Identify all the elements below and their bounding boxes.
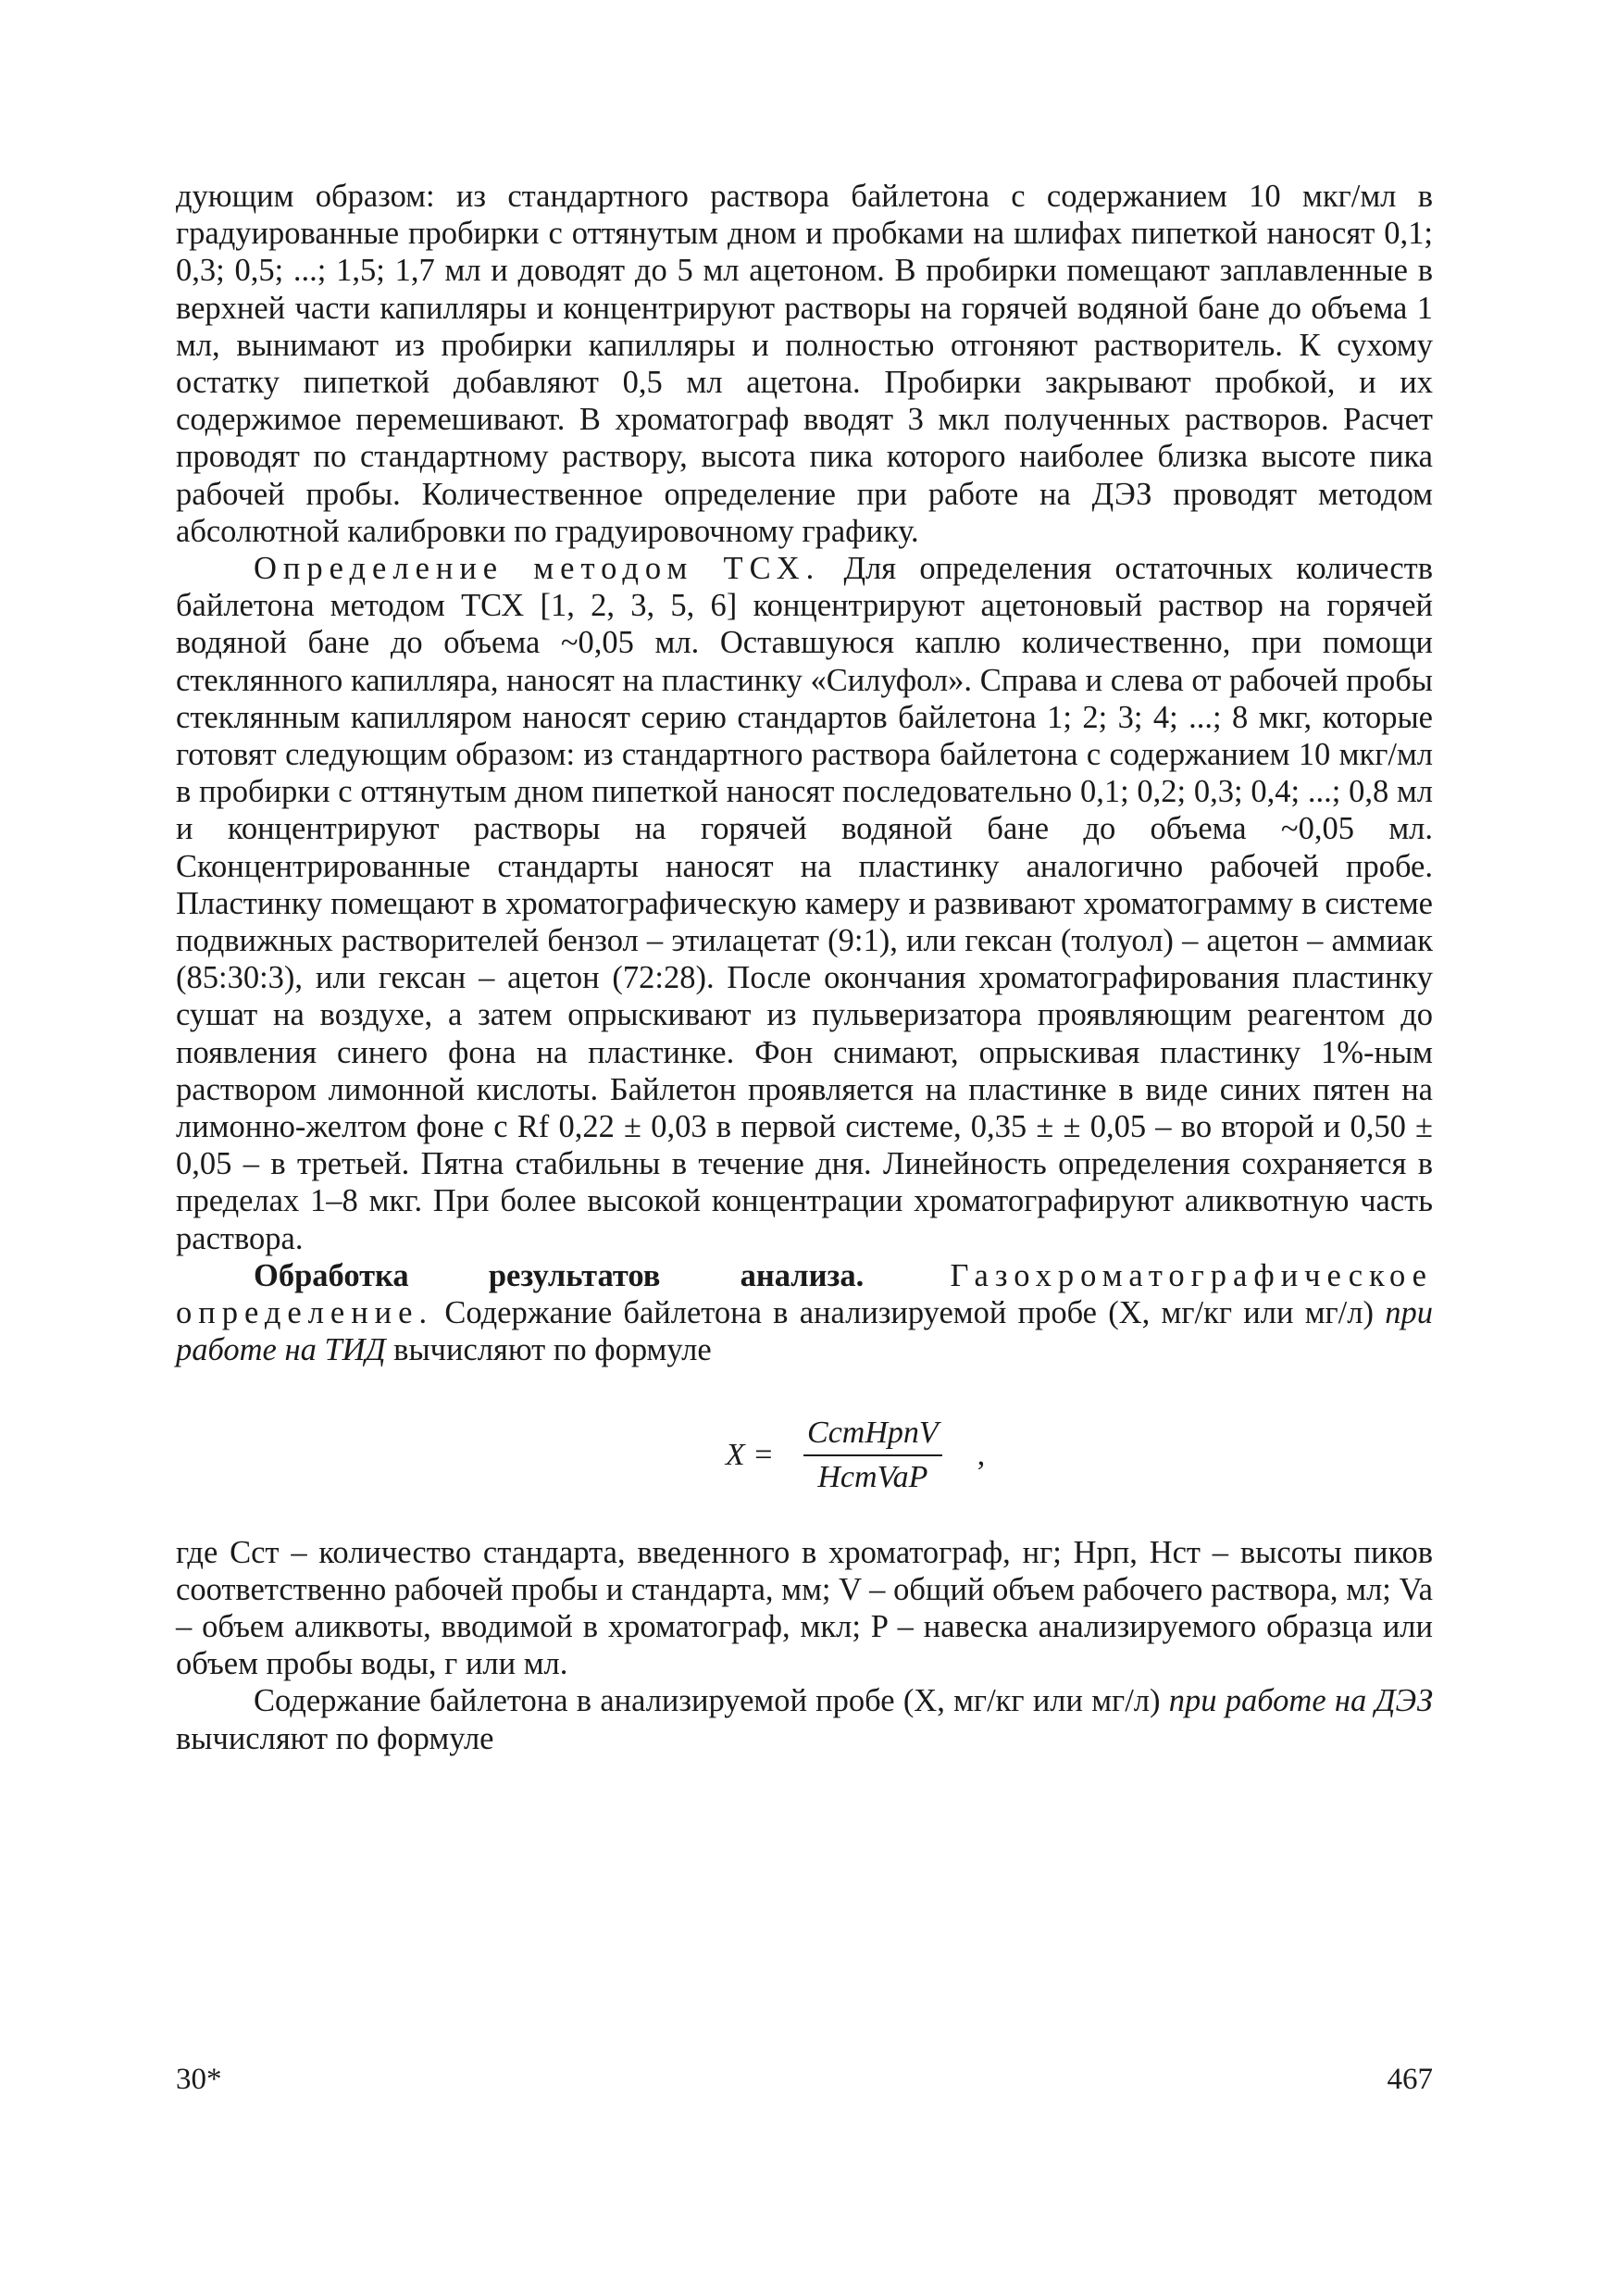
results-text-b: вычисляют по формуле <box>385 1332 712 1368</box>
formula-denominator: HстVaP <box>817 1459 928 1494</box>
section-heading-results: Обработка результатов анализа. <box>254 1257 865 1293</box>
dez-text-b: вычисляют по формуле <box>176 1720 494 1756</box>
paragraph-dez-formula-intro <box>176 1682 1433 1756</box>
section-heading-tlc: Определение методом ТСХ. <box>254 551 821 587</box>
paragraph-tlc-method <box>176 550 1433 1257</box>
results-text-a: Содержание байлетона в анализируемой пробе (X, мг/кг или мг/л) <box>433 1295 1386 1331</box>
subheading-gc-determination: Газохроматографическое определение. <box>176 1257 1433 1331</box>
page-number: 467 <box>1387 2063 1433 2096</box>
paragraph-variable-definitions: где Cст – количество стандарта, введенного в хроматограф, нг; Hрп, Hст – высоты пиков соответственно рабочей пробы и стандарта, мм; V – общий объем рабочего раствора, мл; Va – объем аликвоты, вводимой в хроматограф, мкл; P – навеска анализируемого образца или объем пробы воды, г или мл. <box>176 1534 1433 1682</box>
formula-comma: , <box>977 1437 986 1472</box>
formula-fraction <box>796 1412 950 1499</box>
paragraph-results-processing <box>176 1257 1433 1369</box>
tlc-body-text: Для определения остаточных количеств байлетона методом ТСХ [1, 2, 3, 5, 6] концентрируют ацетоновый раствор на горячей водяной бане до объема ~0,05 мл. Оставшуюся каплю количественно, при помощи стеклянного капилляра, наносят на пластинку «Силуфол». Справа и слева от рабочей пробы стеклянным капилляром наносят серию стандартов байлетона 1; 2; 3; 4; ...; 8 мкг, которые готовят следующим образом: из стандартного раствора байлетона с содержанием 10 мкг/мл в пробирки с оттянутым дном пипеткой наносят последовательно 0,1; 0,2; 0,3; 0,4; ...; 0,8 мл и концентрируют растворы на горячей водяной бане до объема ~0,05 мл. Сконцентрированные стандарты наносят на пластинку аналогично рабочей пробе. Пластинку помещают в хроматографическую камеру и развивают хроматограмму в системе подвижных растворителей бензол – этилацетат (9:1), или гексан (толуол) – ацетон – аммиак (85:30:3), или гексан – ацетон (72:28). После окончания хроматографирования пластинку сушат на воздухе, а затем опрыскивают из пульверизатора проявляющим реагентом до появления синего фона на пластинке. Фон снимают, опрыскивая пластинку 1%-ным раствором лимонной кислоты. Байлетон проявляется на пластинке в виде синих пятен на лимонно-желтом фоне с Rf 0,22 ± 0,03 в первой системе, 0,35 ± ± 0,05 – во второй и 0,50 ± 0,05 – в третьей. Пятна стабильны в течение дня. Линейность определения сохраняется в пределах 1–8 мкг. При более высокой концентрации хроматографируют аликвотную часть раствора. <box>176 551 1433 1256</box>
dez-text-a: Содержание байлетона в анализируемой пробе (X, мг/кг или мг/л) <box>254 1683 1169 1719</box>
formula-tid <box>278 1386 1433 1525</box>
dez-italic: при работе на ДЭЗ <box>1168 1683 1433 1719</box>
formula-numerator: CстHрпV <box>807 1415 939 1450</box>
results-italic-tid: при работе на ТИД <box>176 1295 1433 1368</box>
paragraph-gc-procedure: дующим образом: из стандартного раствора байлетона с содержанием 10 мкг/мл в градуированные пробирки с оттянутым дном и пробками на шлифах пипеткой наносят 0,1; 0,3; 0,5; ...; 1,5; 1,7 мл и доводят до 5 мл ацетоном. В пробирки помещают заплавленные в верхней части капилляры и концентрируют растворы на горячей водяной бане до объема 1 мл, вынимают из пробирки капилляры и полностью отгоняют растворитель. К сухому остатку пипеткой добавляют 0,5 мл ацетона. Пробирки закрывают пробкой, и их содержимое перемешивают. В хроматограф вводят 3 мкл полученных растворов. Расчет проводят по стандартному раствору, высота пика которого наиболее близка высоте пика рабочей пробы. Количественное определение при работе на ДЭЗ проводят методом абсолютной калибровки по градуировочному графику. <box>176 179 1433 549</box>
formula-lhs: X = <box>725 1437 775 1472</box>
printer-signature: 30* <box>176 2063 222 2096</box>
page-footer <box>176 2063 1433 2097</box>
